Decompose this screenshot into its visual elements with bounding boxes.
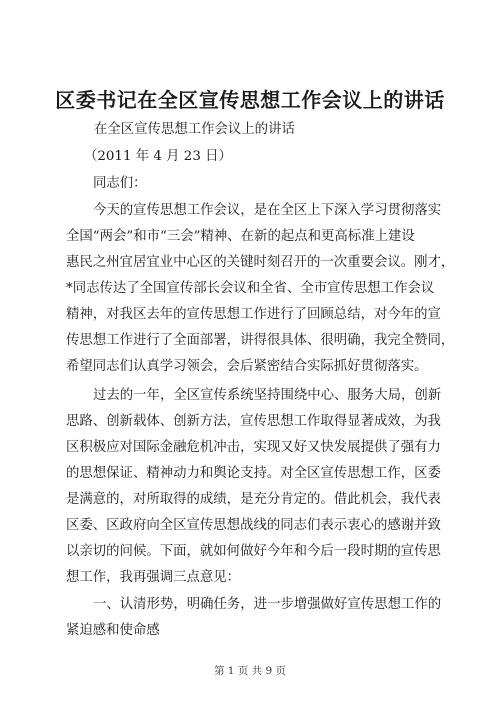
section-heading-line: 一、认清形势，明确任务，进一步增强做好宣传思想工作的	[93, 597, 442, 612]
body-line: 区委、区政府向全区宣传思想战线的同志们表示衷心的感谢并致	[66, 518, 441, 533]
body-line: 惠民之州宜居宜业中心区的关键时刻召开的一次重要会议。刚才，	[66, 255, 455, 270]
body-line: 想工作，我再强调三点意见：	[66, 570, 241, 585]
body-line: 传思想工作进行了全面部署，讲得很具体、很明确，我完全赞同，	[66, 333, 455, 348]
subtitle-line: 在全区宣传思想工作会议上的讲话	[94, 122, 295, 137]
body-line: *同志传达了全国宣传部长会议和全省、全市宣传思想工作会议	[66, 281, 435, 296]
body-line: 全国“两会”和市“三会”精神、在新的起点和更高标准上建设	[66, 229, 415, 244]
body-line: 的思想保证、精神动力和舆论支持。对全区宣传思想工作，区委	[66, 466, 441, 481]
body-line: 思路、创新载体、创新方法，宣传思想工作取得显著成效，为我	[66, 414, 441, 429]
body-line: 区积极应对国际金融危机冲击，实现又好又快发展提供了强有力	[66, 440, 441, 455]
body-line: 今天的宣传思想工作会议，是在全区上下深入学习贯彻落实	[93, 203, 442, 218]
document-title: 区委书记在全区宣传思想工作会议上的讲话	[55, 88, 445, 112]
salutation-line: 同志们：	[93, 176, 147, 191]
body-line: 精神，对我区去年的宣传思想工作进行了回顾总结，对今年的宣	[66, 307, 441, 322]
section-heading-line: 紧迫感和使命感	[66, 623, 160, 638]
page-footer: 第 1 页 共 9 页	[213, 665, 287, 677]
date-line: （2011 年 4 月 23 日）	[84, 149, 232, 164]
body-line: 是满意的，对所取得的成绩，是充分肯定的。借此机会，我代表	[66, 492, 441, 507]
body-line: 希望同志们认真学习领会，会后紧密结合实际抓好贯彻落实。	[66, 359, 428, 374]
body-line: 以亲切的问候。下面，就如何做好今年和今后一段时期的宣传思	[66, 544, 441, 559]
body-line: 过去的一年，全区宣传系统坚持围绕中心、服务大局，创新	[93, 388, 442, 403]
